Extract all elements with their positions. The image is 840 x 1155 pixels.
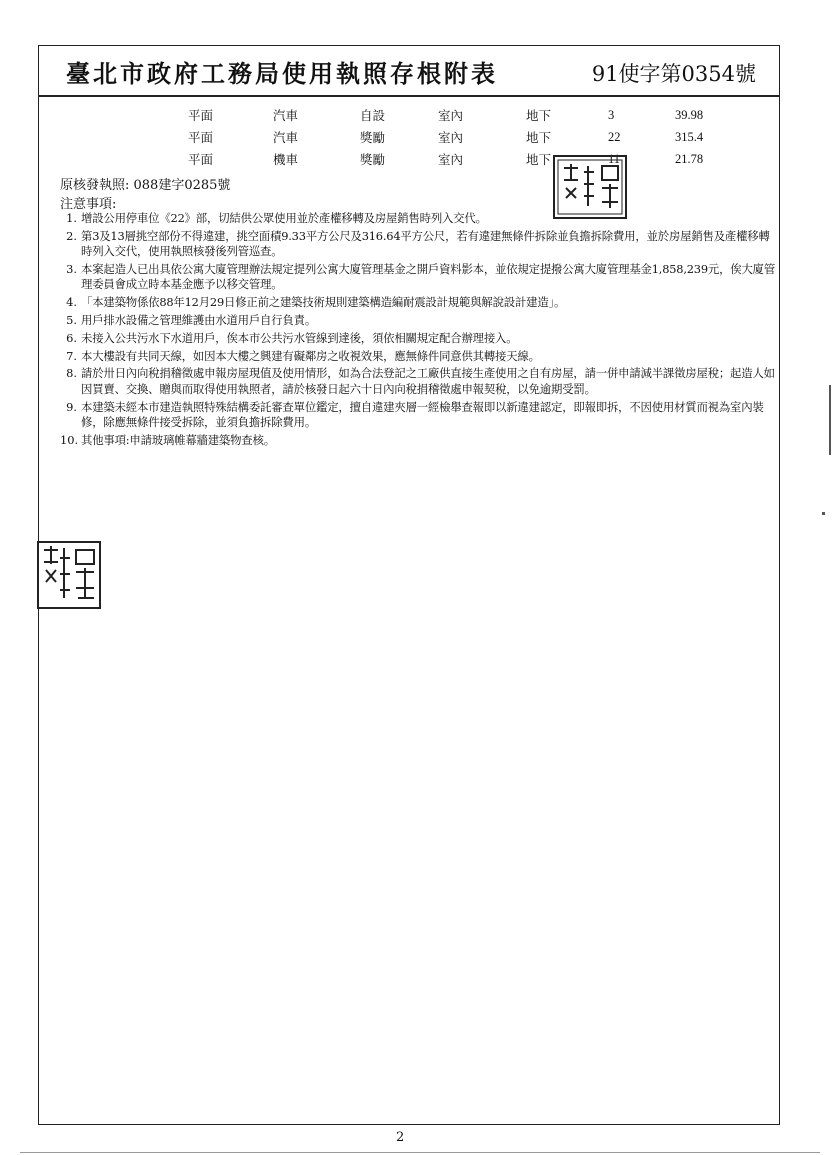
- parking-cell: 室內: [438, 131, 464, 145]
- parking-cell: 機車: [273, 153, 299, 167]
- note-text: 增設公用停車位《22》部，切結供公眾使用並於產權移轉及房屋銷售時列入交代。: [81, 211, 487, 225]
- parking-cell: 平面: [188, 109, 214, 123]
- note-text: 本大樓設有共同天線，如因本大樓之興建有礙鄰房之收視效果，應無條件同意供其轉接天線。: [81, 348, 540, 363]
- parking-cell: 汽車: [273, 109, 299, 123]
- parking-cell: 自設: [360, 109, 386, 123]
- scan-edge-mark: [822, 512, 825, 515]
- note-item: [60, 262, 780, 293]
- document-number: 91使字第0354號: [591, 62, 756, 86]
- note-text: 本建築未經本市建造執照特殊結構委託審查單位鑑定，擅自違建夾層一經檢舉查報即以新違建認定，即報即拆，不因使用材質而視為室內裝修，除應無條件接受拆除，並須負擔拆除費用。: [81, 399, 764, 429]
- parking-cell: 3: [608, 107, 615, 122]
- note-text: 用戶排水設備之管理維護由水道用戶自行負責。: [81, 313, 317, 327]
- note-text: 「本建築物係依88年12月29日修正前之建築技術規則建築構造編耐震設計規範與解說設計建造」。: [81, 295, 566, 310]
- parking-cell: 室內: [438, 109, 464, 123]
- note-text: 第3及13層挑空部份不得違建，挑空面積9.33平方公尺及316.64平方公尺，若有違建無條件拆除並負擔拆除費用，並於房屋銷售及產權移轉時列入交代，使用執照核發後列管巡查。: [81, 228, 770, 259]
- page-number: 2: [396, 1130, 405, 1145]
- note-text: 本案起造人已出具依公寓大廈管理辦法規定提列公寓大廈管理基金之開戶資料影本，並依規定提撥公寓大廈管理基金1,858,239元，俟大廈管理委員會成立時本基金應予以移交管理。: [81, 262, 776, 292]
- note-item: [60, 366, 780, 397]
- parking-row: [188, 148, 735, 170]
- note-item: [60, 295, 780, 310]
- notes-list: [60, 211, 780, 451]
- parking-cell: 22: [608, 129, 621, 144]
- parking-cell: 地下: [526, 131, 552, 145]
- parking-cell: 平面: [188, 131, 214, 145]
- page-frame: [38, 45, 780, 1125]
- parking-cell: 室內: [438, 153, 464, 167]
- notes-heading: 注意事項:: [60, 197, 117, 212]
- official-seal-stamp: [548, 150, 632, 222]
- document-header: [38, 45, 780, 97]
- note-text: 請於卅日內向稅捐稽徵處申報房屋現值及使用情形，如為合法登記之工廠供直接生產使用之自有房屋，請一併申請減半課徵房屋稅；起造人如因買賣、交換、贈與而取得使用執照者，請於核發日起六十日內向稅捐稽徵處申報契稅，以免逾期受罰。: [81, 366, 775, 396]
- note-item: [60, 229, 780, 260]
- note-text: 未接入公共污水下水道用戶，俟本市公共污水管線到達後，須依相關規定配合辦理接入。: [81, 330, 518, 345]
- parking-cell: 21.78: [675, 151, 704, 166]
- note-number: 10.: [60, 432, 79, 447]
- note-number: 6.: [66, 330, 77, 345]
- parking-table: [188, 104, 735, 170]
- note-item: [60, 211, 780, 226]
- parking-cell: 地下: [526, 109, 552, 123]
- note-number: 5.: [66, 313, 77, 327]
- parking-cell: 獎勵: [360, 153, 386, 167]
- note-number: 7.: [66, 348, 77, 363]
- parking-cell: 11: [608, 151, 621, 166]
- scan-edge-mark: [20, 1152, 820, 1153]
- note-item: [60, 313, 780, 328]
- parking-cell: 平面: [188, 153, 214, 167]
- parking-cell: 39.98: [675, 107, 704, 122]
- official-seal-stamp-left: [34, 538, 104, 612]
- parking-cell: 315.4: [675, 129, 704, 144]
- note-item: [60, 331, 780, 346]
- scan-edge-mark: [829, 385, 831, 455]
- note-item: [60, 433, 780, 448]
- parking-cell: 地下: [526, 153, 552, 167]
- original-permit-number: 原核發執照: 088建字0285號: [60, 178, 231, 193]
- parking-row: [188, 126, 735, 148]
- document-title: 臺北市政府工務局使用執照存根附表: [66, 59, 498, 88]
- note-number: 8.: [66, 366, 77, 381]
- note-item: [60, 349, 780, 364]
- note-number: 3.: [66, 262, 77, 276]
- parking-cell: 獎勵: [360, 131, 386, 145]
- note-number: 9.: [66, 399, 77, 414]
- parking-cell: 汽車: [273, 131, 299, 145]
- parking-row: [188, 104, 735, 126]
- note-text: 其他事項:申請玻璃帷幕牆建築物查核。: [81, 432, 275, 447]
- note-number: 4.: [66, 295, 77, 310]
- note-number: 1.: [66, 211, 77, 225]
- note-number: 2.: [66, 228, 77, 243]
- parking-table-body: [188, 104, 735, 170]
- note-item: [60, 400, 780, 431]
